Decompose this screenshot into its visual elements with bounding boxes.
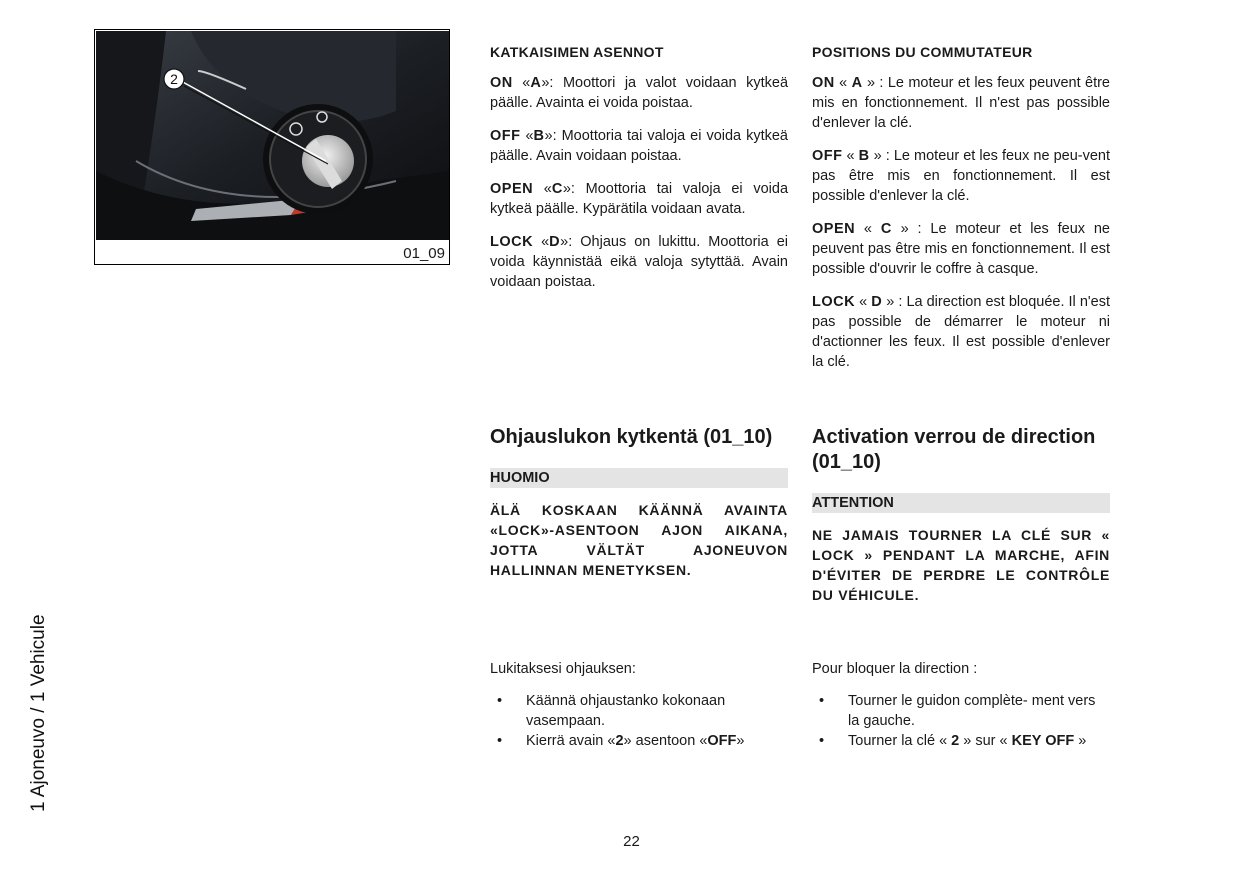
list-item: • Tourner la clé « 2 » sur « KEY OFF » [819,733,1087,749]
fr-notice-label: ATTENTION [812,493,1110,513]
fi-switch-title: KATKAISIMEN ASENNOT [490,44,664,60]
list-item: • Kierrä avain «2» asentoon «OFF» [497,733,745,749]
fi-intro: Lukitaksesi ohjauksen: [490,661,636,677]
figure-callout-number: 2 [170,71,178,87]
side-section-label: 1 Ajoneuvo / 1 Vehicule [28,614,49,812]
fr-position-lock: LOCK « D » : La direction est bloquée. Il n'est pas possible de démarrer le moteur ni d'actionner les feux. Il est possible d'enlever la clé. [812,294,1110,370]
list-item: • Tourner le guidon complète- ment vers la gauche. [819,693,1096,729]
fi-position-lock: LOCK «D»: Ohjaus on lukittu. Moottoria ei voida käynnistää eikä valoja sytyttää. Avain voidaan poistaa. [490,234,788,290]
list-item: • Käännä ohjaustanko kokonaan vasempaan. [497,693,726,729]
figure-code: 01_09 [403,245,445,262]
ignition-photo [96,31,450,240]
fr-intro: Pour bloquer la direction : [812,661,978,677]
page-number: 22 [623,833,640,850]
fr-position-open: OPEN « C » : Le moteur et les feux ne peuvent pas être mis en fonctionnement. Il est possible d'ouvrir le coffre à casque. [812,221,1110,277]
fr-steps-list [812,691,1110,751]
figure-ignition-switch [94,29,450,265]
fi-position-on: ON «A»: Moottori ja valot voidaan kytkeä päälle. Avainta ei voida poistaa. [490,75,789,111]
fi-heading: Ohjauslukon kytkentä (01_10) [490,426,773,448]
fi-position-open: OPEN «C»: Moottoria tai valoja ei voida kytkeä päälle. Kypärätila voidaan avata. [490,181,789,217]
fi-steps-list [490,691,788,751]
fr-heading: Activation verrou de direction (01_10) [812,426,1096,473]
fr-switch-title: POSITIONS DU COMMUTATEUR [812,44,1033,60]
fr-warning: NE JAMAIS TOURNER LA CLÉ SUR « LOCK » PENDANT LA MARCHE, AFIN D'ÉVITER DE PERDRE LE CONTRÔLE DU VÉHICULE. [812,527,1110,603]
fr-steering-lock-section [812,425,1110,605]
fi-notice-label: HUOMIO [490,468,788,488]
fi-instructions [490,659,788,751]
fi-warning: ÄLÄ KOSKAAN KÄÄNNÄ AVAINTA «LOCK»-ASENTOON AJON AIKANA, JOTTA VÄLTÄT AJONEUVON HALLINNAN MENETYKSEN. [490,502,788,578]
fr-position-on: ON « A » : Le moteur et les feux peuvent être mis en fonctionnement. Il n'est pas possible d'enlever la clé. [812,75,1111,131]
fr-instructions [812,659,1110,751]
fi-position-off: OFF «B»: Moottoria tai valoja ei voida kytkeä päälle. Avain voidaan poistaa. [490,128,788,164]
fi-steering-lock-section [490,425,788,580]
fi-switch-positions [490,42,788,305]
fr-switch-positions [812,42,1110,385]
fr-position-off: OFF « B » : Le moteur et les feux ne peu-vent pas être mis en fonctionnement. Il est possible d'enlever la clé. [812,148,1110,204]
